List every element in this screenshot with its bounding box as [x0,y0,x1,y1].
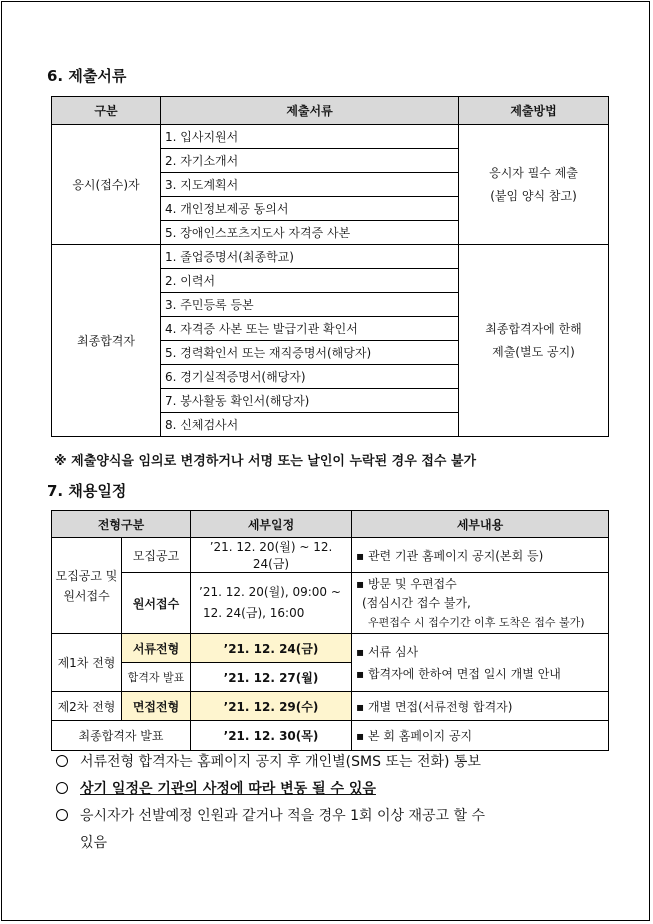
bullet-item: 상기 일정은 기관의 사정에 따라 변동 될 수 있음 [56,778,376,798]
doc-item: 5. 장애인스포츠지도사 자격증 사본 [161,221,459,245]
doc-item: 1. 입사지원서 [161,125,459,149]
schedule-table [51,510,609,751]
doc-item: 4. 자격증 사본 또는 발급기관 확인서 [161,317,459,341]
doc-item: 2. 자기소개서 [161,149,459,173]
date-announcement: ’21. 12. 27(월) [191,663,352,692]
date-notice: ’21. 12. 20(월) ~ 12. 24(금) [191,538,352,573]
date-final: ’21. 12. 30(목) [191,721,352,751]
doc-item: 3. 주민등록 등본 [161,293,459,317]
circle-bullet-icon [56,755,68,767]
date-application: ’21. 12. 20(월), 09:00 ~ 12. 24(금), 16:00 [191,573,352,634]
stage-second: 제2차 전형 [52,692,122,721]
doc-item: 1. 졸업증명서(최종학교) [161,245,459,269]
detail-application: ▪ 방문 및 우편접수 (점심시간 접수 불가, 우편접수 시 접수기간 이후 도착은 접수 불가) [352,573,609,634]
substage-interview: 면접전형 [122,692,191,721]
substage-notice: 모집공고 [122,538,191,573]
stage-first: 제1차 전형 [52,634,122,692]
col-header-detail: 세부내용 [352,511,609,538]
detail-final: ▪ 본 회 홈페이지 공지 [352,721,609,751]
documents-table [51,96,609,437]
substage-application: 원서접수 [122,573,191,634]
date-document-screening: ’21. 12. 24(금) [191,634,352,663]
detail-first: ▪ 서류 심사 ▪ 합격자에 한하여 면접 일시 개별 안내 [352,634,609,692]
method-final: 최종합격자에 한해 제출(별도 공지) [459,245,609,437]
col-header-method: 제출방법 [459,97,609,125]
substage-announcement: 합격자 발표 [122,663,191,692]
col-header-documents: 제출서류 [161,97,459,125]
section7-title: 7. 채용일정 [47,482,127,500]
bullet-item: 응시자가 선발예정 인원과 같거나 적을 경우 1회 이상 재공고 할 수 [56,805,485,825]
doc-item: 8. 신체검사서 [161,413,459,437]
bullet-continuation: 있음 [80,835,108,851]
doc-item: 7. 봉사활동 확인서(해당자) [161,389,459,413]
stage-final: 최종합격자 발표 [52,721,191,751]
substage-document-screening: 서류전형 [122,634,191,663]
col-header-category: 구분 [52,97,161,125]
section6-title: 6. 제출서류 [47,67,127,85]
doc-item: 6. 경기실적증명서(해당자) [161,365,459,389]
circle-bullet-icon [56,782,68,794]
detail-notice: ▪ 관련 기관 홈페이지 공지(본회 등) [352,538,609,573]
doc-item: 2. 이력서 [161,269,459,293]
category-final: 최종합격자 [52,245,161,437]
doc-item: 4. 개인정보제공 동의서 [161,197,459,221]
detail-interview: ▪ 개별 면접(서류전형 합격자) [352,692,609,721]
doc-item: 5. 경력확인서 또는 재직증명서(해당자) [161,341,459,365]
circle-bullet-icon [56,809,68,821]
submission-note: ※ 제출양식을 임의로 변경하거나 서명 또는 날인이 누락된 경우 접수 불가 [54,454,477,469]
method-applicant: 응시자 필수 제출 (붙임 양식 참고) [459,125,609,245]
date-interview: ’21. 12. 29(수) [191,692,352,721]
category-applicant: 응시(접수)자 [52,125,161,245]
col-header-date: 세부일정 [191,511,352,538]
bullet-item: 서류전형 합격자는 홈페이지 공지 후 개인별(SMS 또는 전화) 통보 [56,751,481,771]
doc-item: 3. 지도계획서 [161,173,459,197]
col-header-stage: 전형구분 [52,511,191,538]
stage-recruit: 모집공고 및 원서접수 [52,538,122,634]
